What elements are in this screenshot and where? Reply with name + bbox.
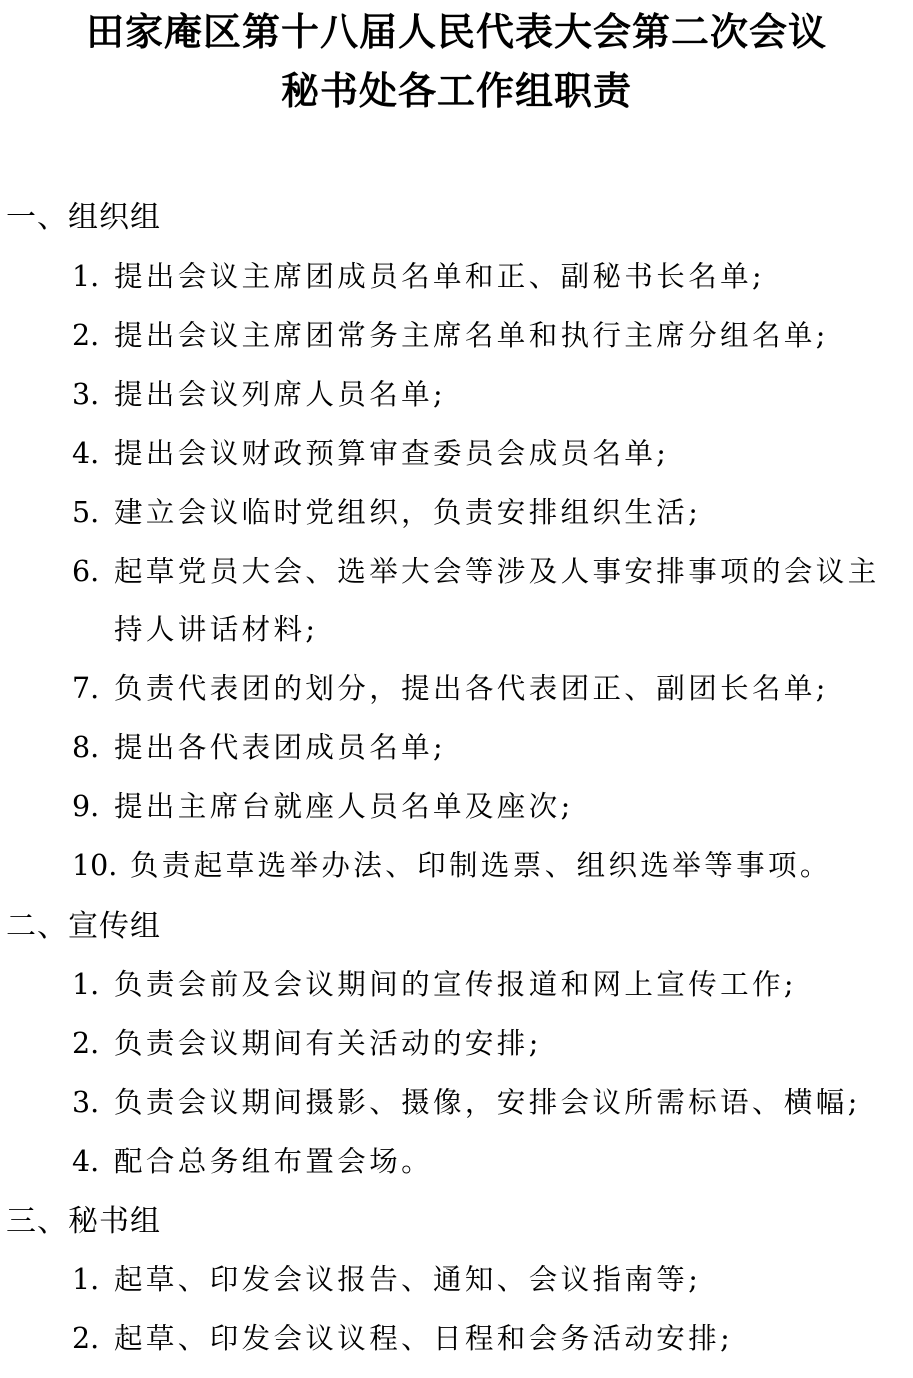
list-item-continuation [72, 601, 904, 659]
item-number: 2. [72, 319, 100, 352]
list-item [72, 307, 904, 365]
list-item [72, 248, 904, 306]
item-number: 4. [72, 1145, 100, 1178]
list-item [72, 719, 904, 777]
item-text: 负责会议期间摄影、摄像，安排会议所需标语、横幅; [114, 1086, 861, 1119]
item-number: 9. [72, 790, 100, 823]
item-text: 提出会议列席人员名单; [114, 378, 447, 411]
item-number: 7. [72, 672, 100, 705]
list-item [72, 484, 904, 542]
item-number: 10. [72, 849, 118, 882]
item-number: 4. [72, 437, 100, 470]
item-text: 提出会议主席团常务主席名单和执行主席分组名单; [114, 319, 829, 352]
item-number: 2. [72, 1027, 100, 1060]
item-text: 提出主席台就座人员名单及座次; [114, 790, 574, 823]
list-item [72, 1310, 904, 1368]
item-text: 负责起草选举办法、印制选票、组织选举等事项。 [130, 849, 832, 882]
item-number: 5. [72, 496, 100, 529]
item-text-continuation: 持人讲话材料; [114, 613, 319, 646]
list-item [72, 425, 904, 483]
item-text: 提出会议财政预算审查委员会成员名单; [114, 437, 670, 470]
list-item [72, 660, 904, 718]
list-item [72, 1015, 904, 1073]
item-number: 1. [72, 1263, 100, 1296]
document-title-line-2: 秘书处各工作组职责 [280, 69, 632, 113]
item-text: 起草党员大会、选举大会等涉及人事安排事项的会议主 [114, 555, 880, 588]
section-heading-publicity: 二、宣传组 [6, 909, 161, 944]
item-number: 1. [72, 968, 100, 1001]
document-title-line-1: 田家庵区第十八届人民代表大会第二次会议 [85, 10, 827, 54]
list-item [72, 366, 904, 424]
list-item [72, 778, 904, 836]
item-number: 1. [72, 260, 100, 293]
item-text: 负责会议期间有关活动的安排; [114, 1027, 542, 1060]
section-heading-organization: 一、组织组 [6, 200, 161, 235]
item-number: 3. [72, 378, 100, 411]
item-text: 起草、印发会议报告、通知、会议指南等; [114, 1263, 702, 1296]
item-text: 提出会议主席团成员名单和正、副秘书长名单; [114, 260, 766, 293]
item-number: 6. [72, 555, 100, 588]
item-text: 建立会议临时党组织，负责安排组织生活; [114, 496, 702, 529]
section-heading-secretariat: 三、秘书组 [6, 1204, 161, 1239]
list-item [72, 956, 904, 1014]
item-number: 2. [72, 1322, 100, 1355]
list-item [72, 837, 904, 895]
item-number: 8. [72, 731, 100, 764]
item-text: 起草、印发会议议程、日程和会务活动安排; [114, 1322, 734, 1355]
list-item [72, 1074, 904, 1132]
list-item [72, 1251, 904, 1309]
item-text: 负责代表团的划分，提出各代表团正、副团长名单; [114, 672, 829, 705]
list-item [72, 543, 904, 601]
item-text: 提出各代表团成员名单; [114, 731, 447, 764]
list-item [72, 1133, 904, 1191]
item-text: 负责会前及会议期间的宣传报道和网上宣传工作; [114, 968, 797, 1001]
item-text: 配合总务组布置会场。 [114, 1145, 434, 1178]
item-number: 3. [72, 1086, 100, 1119]
